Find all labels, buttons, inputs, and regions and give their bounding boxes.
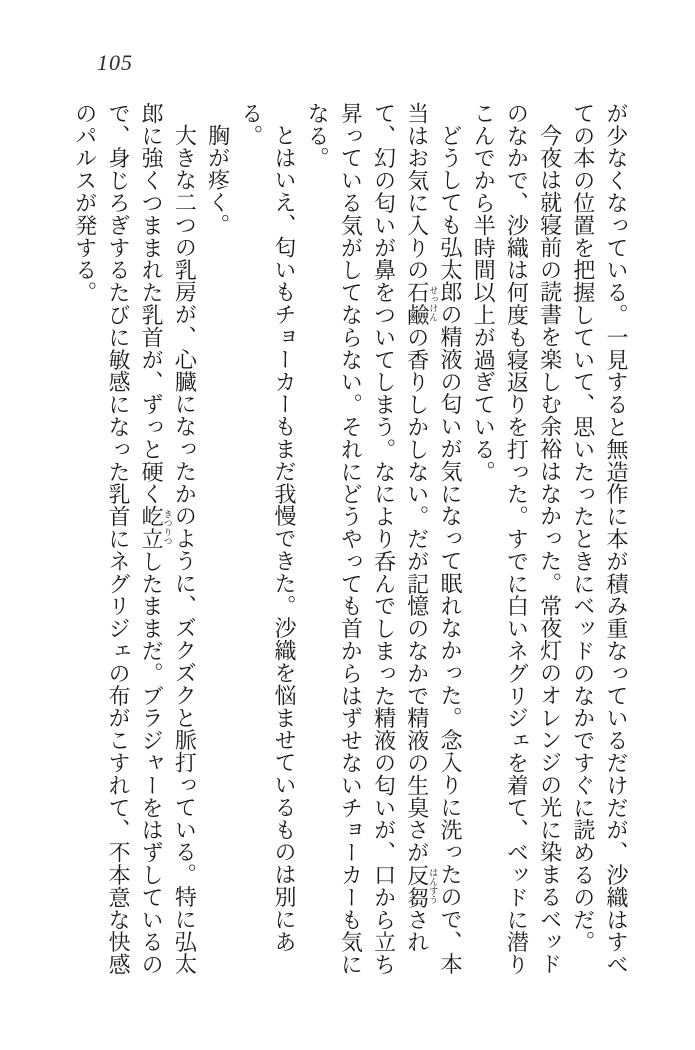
furigana: せっけん (428, 281, 439, 327)
furigana: きつりつ (162, 505, 173, 551)
furigana: はんすう (428, 863, 439, 909)
ruby-annotated-word: 石鹼せっけん (404, 281, 439, 327)
page-text (63, 102, 633, 980)
paragraph: 今夜は就寝前の読書を楽しむ余裕はなかった。常夜灯のオレンジの光に染まるベッドのなかで、沙織は何度も寝返りを打った。すでに白いネグリジェを着て、ベッドに潜りこんでから半時間以上が過ぎている。 (471, 102, 563, 976)
paragraph: 胸が疼く。 (205, 124, 231, 236)
page-number: 105 (97, 50, 133, 75)
paragraph: が少なくなっている。一見すると無造作に本が積み重なっているだけだが、沙織はすべての本の位置を把握していて、思いたったときにベッドのなかですぐに読めるのだ。 (570, 102, 629, 976)
paragraph: とはいえ、匂いもチョーカーもまだ我慢できた。沙織を悩ませているものは別にある。 (238, 102, 297, 953)
ruby-annotated-word: 反芻はんすう (404, 863, 439, 909)
ruby-annotated-word: 屹立きつりつ (139, 505, 173, 551)
paragraph: どうしても弘太郎の精液の匂いが気になって眠れなかった。念入りに洗ったので、本当はお気に入りの石鹼せっけんの香りしかしない。だが記憶のなかで精液の生臭さが反芻はんすうされて、幻の匂いが鼻をついてしまう。なにより呑んでしまった精液の匂いが、口から立ち昇っている気がしてならない。それにどうやっても首からはずせないチョーカーも気になる。 (305, 102, 463, 976)
paragraph: 大きな二つの乳房が、心臓になったかのように、ズクズクと脈打っている。特に弘太郎に強くつままれた乳首が、ずっと硬く屹立きつりつしたままだ。ブラジャーをはずしているので、身じろぎするたびに敏感になった乳首にネグリジェの布がこすれて、不本意な快感のパルスが発する。 (72, 102, 198, 976)
